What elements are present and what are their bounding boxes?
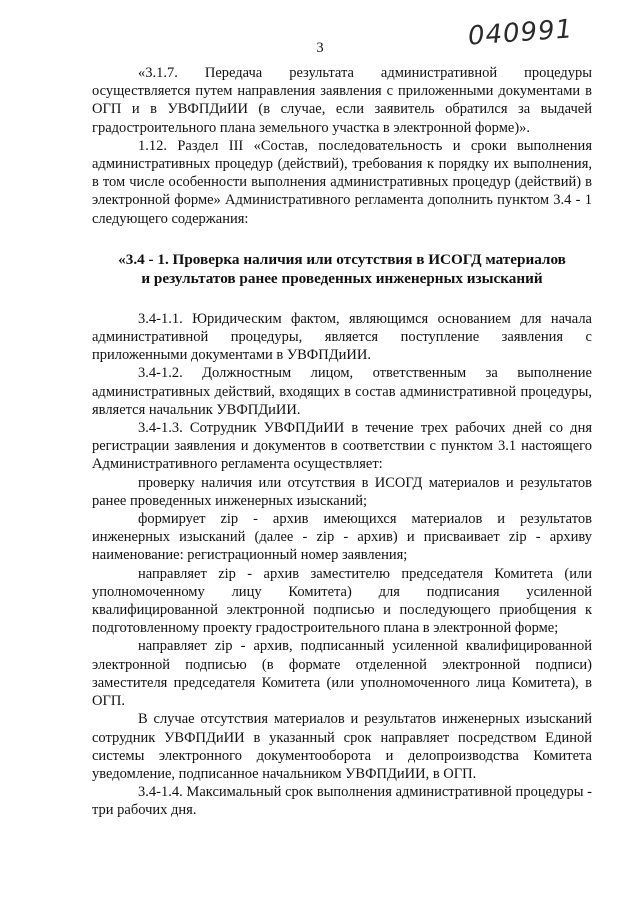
page-number: 3 <box>316 40 324 56</box>
document-body <box>92 64 592 820</box>
paragraph-3-4-1-3: 3.4-1.3. Сотрудник УВФПДиИИ в течение трех рабочих дней со дня регистрации заявления и документов в соответствии с пунктом 3.1 настоящего Административного регламента осуществляет: <box>92 420 592 473</box>
section-heading-line-1: «3.4 - 1. Проверка наличия или отсутствия в ИСОГД материалов <box>118 250 566 268</box>
paragraph-1-12: 1.12. Раздел III «Состав, последовательность и сроки выполнения административных процедур (действий), требования к порядку их выполнения, в том числе особенности выполнения административных процедур (действий) в электронной форме» Административного регламента дополнить пунктом 3.4 - 1 следующего содержания: <box>92 137 592 227</box>
list-item-zip-send-ogp: направляет zip - архив, подписанный усиленной квалифицированной электронной подписью (в формате отделенной электронной подписи) заместителя председателя Комитета (или уполномоченного лица Комитета), в ОГП. <box>92 638 592 710</box>
paragraph-no-materials: В случае отсутствия материалов и результатов инженерных изысканий сотрудник УВФПДиИИ в указанный срок направляет посредством Единой системы электронного документооборота и делопроизводства Комитета уведомление, подписанное начальником УВФПДиИИ, в ОГП. <box>92 711 592 782</box>
paragraph-3-4-1-2: 3.4-1.2. Должностным лицом, ответственным за выполнение административных действий, входящих в состав административной процедуры, является начальник УВФПДиИИ. <box>92 365 592 418</box>
section-heading-line-2: и результатов ранее проведенных инженерных изысканий <box>141 269 543 287</box>
list-item-zip-send-signing: направляет zip - архив заместителю председателя Комитета (или уполномоченному лицу Комитета) для подписания усиленной квалифицированной электронной подписью и последующего приобщения к подготовленному проекту градостроительного плана в электронной форме; <box>92 565 592 637</box>
list-item-check: проверку наличия или отсутствия в ИСОГД материалов и результатов ранее проведенных инженерных изысканий; <box>92 474 592 509</box>
section-heading <box>92 250 592 288</box>
list-item-zip-form: формирует zip - архив имеющихся материалов и результатов инженерных изысканий (далее - zip - архив) и присваивает zip - архиву наименование: регистрационный номер заявления; <box>92 511 592 564</box>
handwritten-document-number: 040991 <box>467 14 575 52</box>
paragraph-3-4-1-4: 3.4-1.4. Максимальный срок выполнения административной процедуры - три рабочих дня. <box>92 784 592 819</box>
paragraph-3-4-1-1: 3.4-1.1. Юридическим фактом, являющимся основанием для начала административной процедуры, является поступление заявления с приложенными документами в УВФПДиИИ. <box>92 310 592 364</box>
paragraph-3-1-7: «3.1.7. Передача результата административной процедуры осуществляется путем направления заявления с приложенными документами в ОГП и в УВФПДиИИ (в случае, если заявитель обратился за выдачей градостроительного плана земельного участка в электронной форме)». <box>92 65 592 136</box>
